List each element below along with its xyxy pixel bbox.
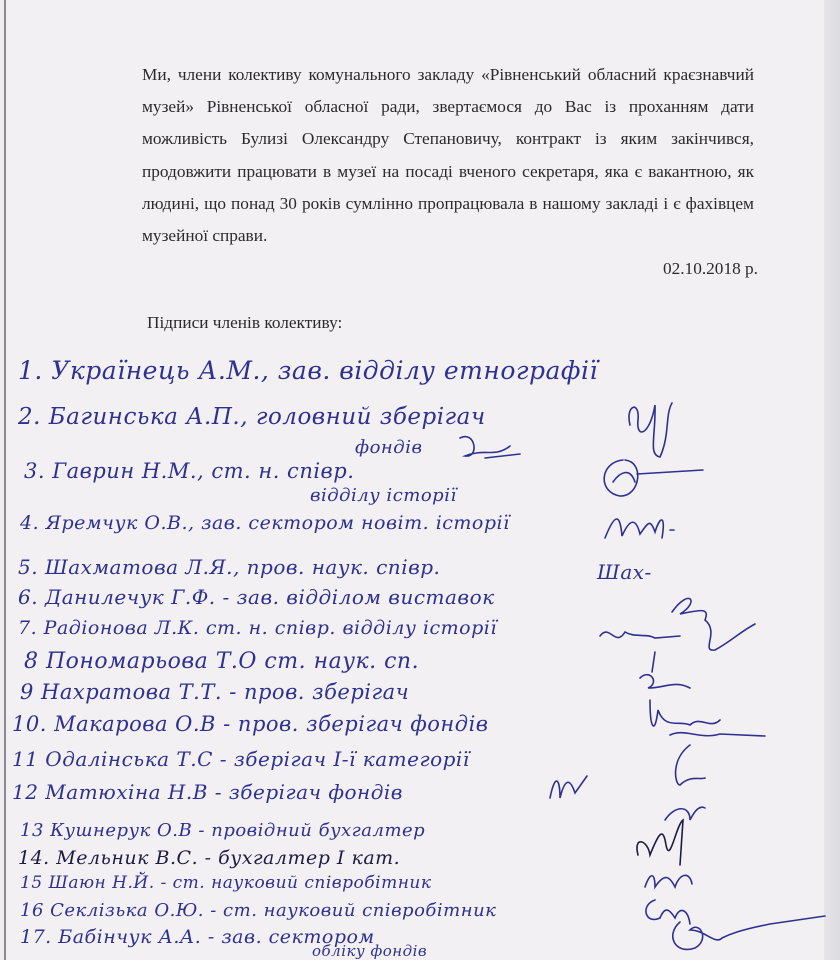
signatory-17: 17. Бабінчук А.А. - зав. сектором <box>20 926 375 948</box>
signatory-5-signature: Шах- <box>597 560 652 584</box>
signatory-16: 16 Секлізька О.Ю. - ст. науковий співробітник <box>20 900 497 921</box>
signatory-9: 9 Нахратова Т.Т. - пров. зберігач <box>20 680 410 704</box>
signatory-17-cont: обліку фондів <box>312 942 428 960</box>
signatory-2: 2. Багинська А.П., головний зберігач <box>18 404 486 430</box>
signature-2b <box>455 428 525 464</box>
signatory-10: 10. Макарова О.В - пров. зберігач фондів <box>12 712 489 736</box>
signature-4 <box>600 508 680 548</box>
signatory-1: 1. Українець А.М., зав. відділу етнографії <box>18 356 598 385</box>
signatory-8: 8 Пономарьова Т.О ст. наук. сп. <box>24 649 420 674</box>
signatory-11: 11 Одалінська Т.С - зберігач I-ї категорії <box>12 747 470 771</box>
signature-11 <box>660 740 710 790</box>
signatory-15: 15 Шаюн Н.Й. - ст. науковий співробітник <box>20 873 432 893</box>
signature-12 <box>545 768 595 808</box>
signatory-5: 5. Шахматова Л.Я., пров. наук. співр. <box>18 555 441 579</box>
signature-7 <box>595 618 685 650</box>
signatory-7: 7. Радіонова Л.К. ст. н. співр. відділу історії <box>18 617 497 639</box>
signatory-6: 6. Данилечук Г.Ф. - зав. відділом виставок <box>18 585 495 609</box>
letter-paragraph: Ми, члени колективу комунального закладу «Рівненський обласний краєзнавчий музей» Рівненської обласної ради, звертаємося до Вас із проханням дати можливість Булизі Олександру Степановичу, контракт із яким закінчився, продовжити працювати в музеї на посаді вченого секретаря, яка є вакантною, як людині, що понад 30 років сумлінно пропрацювала в нашому закладі і є фахівцем музейної справи. <box>142 65 754 246</box>
signatory-14: 14. Мельник В.С. - бухгалтер I кат. <box>18 847 401 869</box>
signatory-13: 13 Кушнерук О.В - провідний бухгалтер <box>20 820 426 841</box>
signature-3 <box>595 452 705 502</box>
signatory-3-cont: відділу історії <box>310 485 457 506</box>
signatory-2-cont: фондів <box>355 437 423 458</box>
signatures-heading: Підписи членів колективу: <box>147 313 343 332</box>
letter-date: 02.10.2018 р. <box>662 259 758 278</box>
signatory-12: 12 Матюхіна Н.В - зберігач фондів <box>12 780 403 804</box>
signature-17 <box>660 910 830 958</box>
page-edge-shadow <box>824 0 840 960</box>
signatory-3: 3. Гаврин Н.М., ст. н. співр. <box>24 459 355 483</box>
letter-body <box>142 59 754 252</box>
signatory-4: 4. Яремчук О.В., зав. сектором новіт. історії <box>20 512 510 534</box>
